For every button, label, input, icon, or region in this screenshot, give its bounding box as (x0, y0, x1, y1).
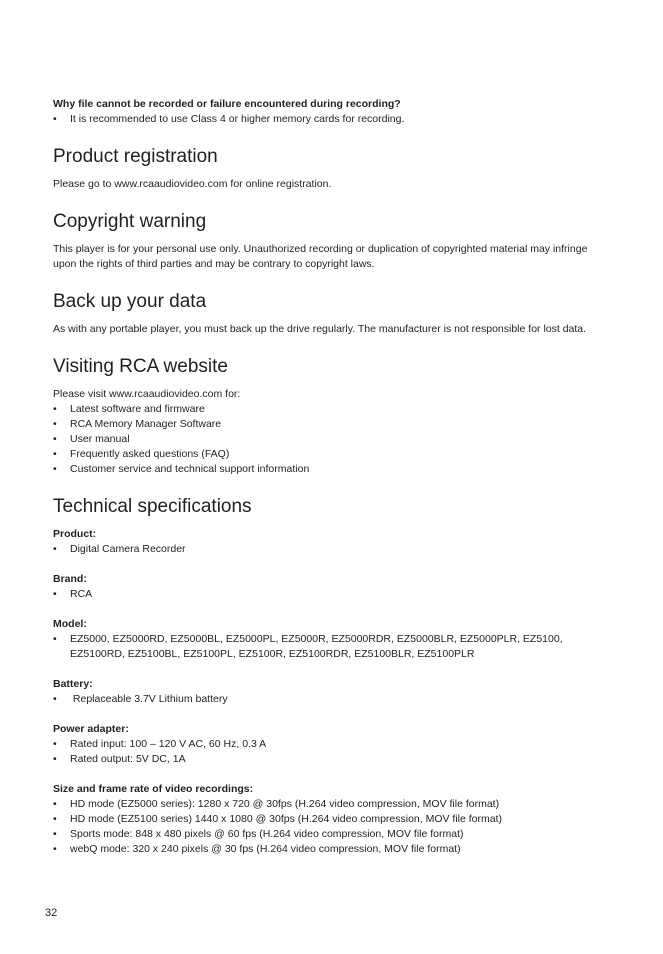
manual-page (53, 97, 613, 857)
spec-label-product: Product: (53, 528, 97, 540)
list-item: • HD mode (EZ5100 series) 1440 x 1080 @ 30fps (H.264 video compression, MOV file format) (53, 812, 613, 827)
list-item: • Replaceable 3.7V Lithium battery (53, 692, 613, 707)
section-text: As with any portable player, you must back up the drive regularly. The manufacturer is not responsible for lost data. (53, 323, 587, 335)
spec-list-battery (53, 692, 613, 707)
section-text: Please visit www.rcaaudiovideo.com for: (53, 388, 241, 400)
section-heading: Copyright warning (53, 211, 207, 232)
section-heading: Visiting RCA website (53, 356, 228, 377)
spec-list-power (53, 737, 613, 767)
spec-list-product (53, 542, 613, 557)
list-item: • Sports mode: 848 x 480 pixels @ 60 fps (H.264 video compression, MOV file format) (53, 827, 613, 842)
list-item: • User manual (53, 432, 613, 447)
spec-label-brand: Brand: (53, 573, 87, 585)
copyright-section (53, 210, 613, 272)
list-item: • Digital Camera Recorder (53, 542, 613, 557)
list-item: • RCA (53, 587, 613, 602)
website-list (53, 402, 613, 477)
list-item: • EZ5000, EZ5000RD, EZ5000BL, EZ5000PL, EZ5000R, EZ5000RDR, EZ5000BLR, EZ5000PLR, EZ5100, EZ5100RD, EZ5100BL, EZ5100PL, EZ5100R, EZ5100RDR, EZ5100BLR, EZ5100PLR (53, 632, 613, 662)
list-item: • Rated output: 5V DC, 1A (53, 752, 613, 767)
page-number: 32 (45, 907, 58, 919)
section-heading: Product registration (53, 146, 218, 167)
spec-label-battery: Battery: (53, 678, 93, 690)
list-item: • webQ mode: 320 x 240 pixels @ 30 fps (H.264 video compression, MOV file format) (53, 842, 613, 857)
section-heading: Technical specifications (53, 496, 252, 517)
faq-answer-list (53, 112, 613, 127)
specs-section (53, 495, 613, 857)
website-section (53, 355, 613, 477)
spec-label-power: Power adapter: (53, 723, 129, 735)
faq-question: Why file cannot be recorded or failure encountered during recording? (53, 98, 401, 110)
list-item: • Latest software and firmware (53, 402, 613, 417)
spec-list-model (53, 632, 613, 662)
spec-list-brand (53, 587, 613, 602)
section-text: This player is for your personal use only. Unauthorized recording or duplication of copyrighted material may infringe upon the rights of third parties and may be contrary to copyright laws. (53, 243, 588, 270)
spec-label-video: Size and frame rate of video recordings: (53, 783, 254, 795)
list-item: • It is recommended to use Class 4 or higher memory cards for recording. (53, 112, 613, 127)
list-item: • Frequently asked questions (FAQ) (53, 447, 613, 462)
spec-list-video (53, 797, 613, 857)
registration-section (53, 145, 613, 192)
list-item: • HD mode (EZ5000 series): 1280 x 720 @ 30fps (H.264 video compression, MOV file format) (53, 797, 613, 812)
section-heading: Back up your data (53, 291, 207, 312)
section-text: Please go to www.rcaaudiovideo.com for online registration. (53, 178, 332, 190)
backup-section (53, 290, 613, 337)
list-item: • Rated input: 100 – 120 V AC, 60 Hz, 0.3 A (53, 737, 613, 752)
list-item: • RCA Memory Manager Software (53, 417, 613, 432)
spec-label-model: Model: (53, 618, 87, 630)
list-item: • Customer service and technical support information (53, 462, 613, 477)
